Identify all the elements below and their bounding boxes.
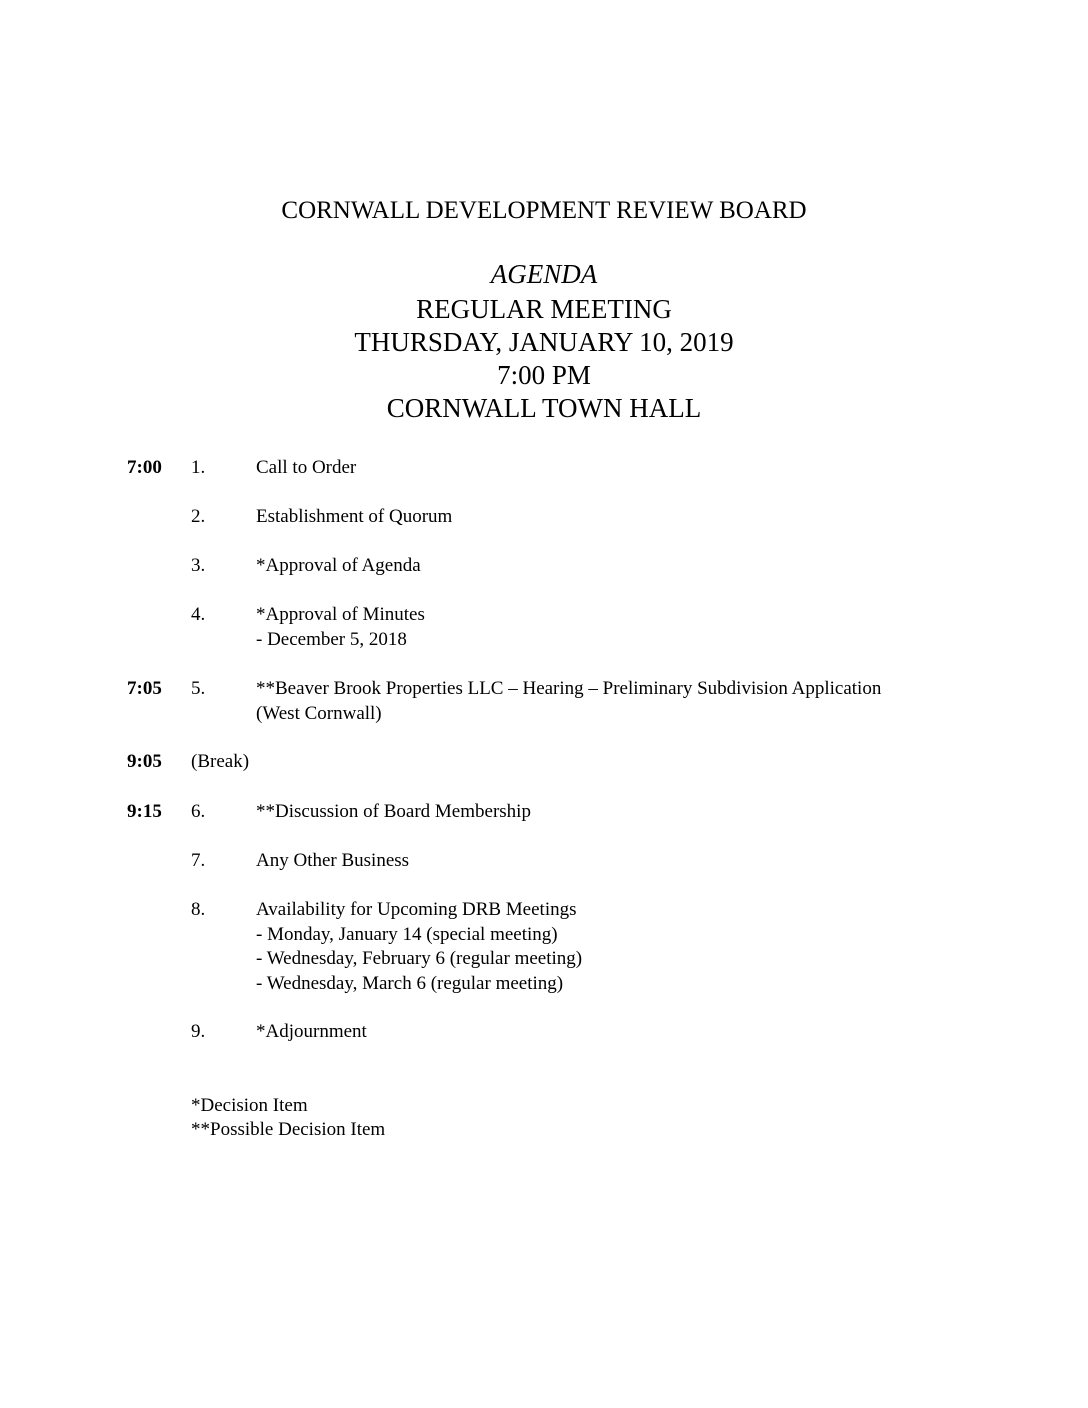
item-subtext: - December 5, 2018: [256, 628, 407, 650]
item-time: 9:05: [127, 751, 162, 772]
item-text: **Beaver Brook Properties LLC – Hearing – Preliminary Subdivision Application: [256, 678, 882, 699]
item-text: Call to Order: [256, 457, 357, 478]
item-number: 7.: [191, 850, 206, 871]
item-text: *Approval of Minutes: [256, 604, 425, 625]
item-text-block: [256, 898, 582, 996]
item-text: Availability for Upcoming DRB Meetings: [256, 899, 577, 920]
item-text: Establishment of Quorum: [256, 506, 453, 527]
item-number: 6.: [191, 801, 206, 822]
item-text-block: [256, 677, 881, 726]
item-time: 7:00: [127, 457, 162, 478]
break-label: (Break): [191, 751, 250, 772]
item-text: Any Other Business: [256, 850, 410, 871]
item-subtext: (West Cornwall): [256, 702, 382, 724]
meeting-location: CORNWALL TOWN HALL: [386, 393, 702, 423]
item-text: *Adjournment: [256, 1021, 367, 1042]
meeting-type: REGULAR MEETING: [416, 294, 672, 324]
item-subtext: - Wednesday, March 6 (regular meeting): [256, 972, 564, 994]
item-time: 9:15: [127, 801, 162, 822]
item-number: 3.: [191, 555, 206, 576]
meeting-time: 7:00 PM: [497, 360, 591, 390]
item-subtext: - Wednesday, February 6 (regular meeting): [256, 948, 583, 969]
item-time: 7:05: [127, 678, 162, 699]
item-text: **Discussion of Board Membership: [256, 801, 531, 822]
item-number: 2.: [191, 506, 206, 527]
item-text: *Approval of Agenda: [256, 555, 421, 576]
item-number: 1.: [191, 457, 206, 478]
item-number: 8.: [191, 899, 206, 920]
agenda-heading: AGENDA: [490, 259, 598, 289]
item-number: 9.: [191, 1021, 206, 1042]
item-number: 5.: [191, 678, 206, 699]
legend-possible-decision-item: **Possible Decision Item: [191, 1119, 386, 1140]
item-subtext: - Monday, January 14 (special meeting): [256, 923, 558, 945]
meeting-date: THURSDAY, JANUARY 10, 2019: [354, 327, 734, 357]
item-number: 4.: [191, 604, 206, 625]
board-title: CORNWALL DEVELOPMENT REVIEW BOARD: [281, 197, 807, 224]
legend-decision-item: *Decision Item: [191, 1095, 308, 1116]
item-text-block: [256, 603, 425, 652]
